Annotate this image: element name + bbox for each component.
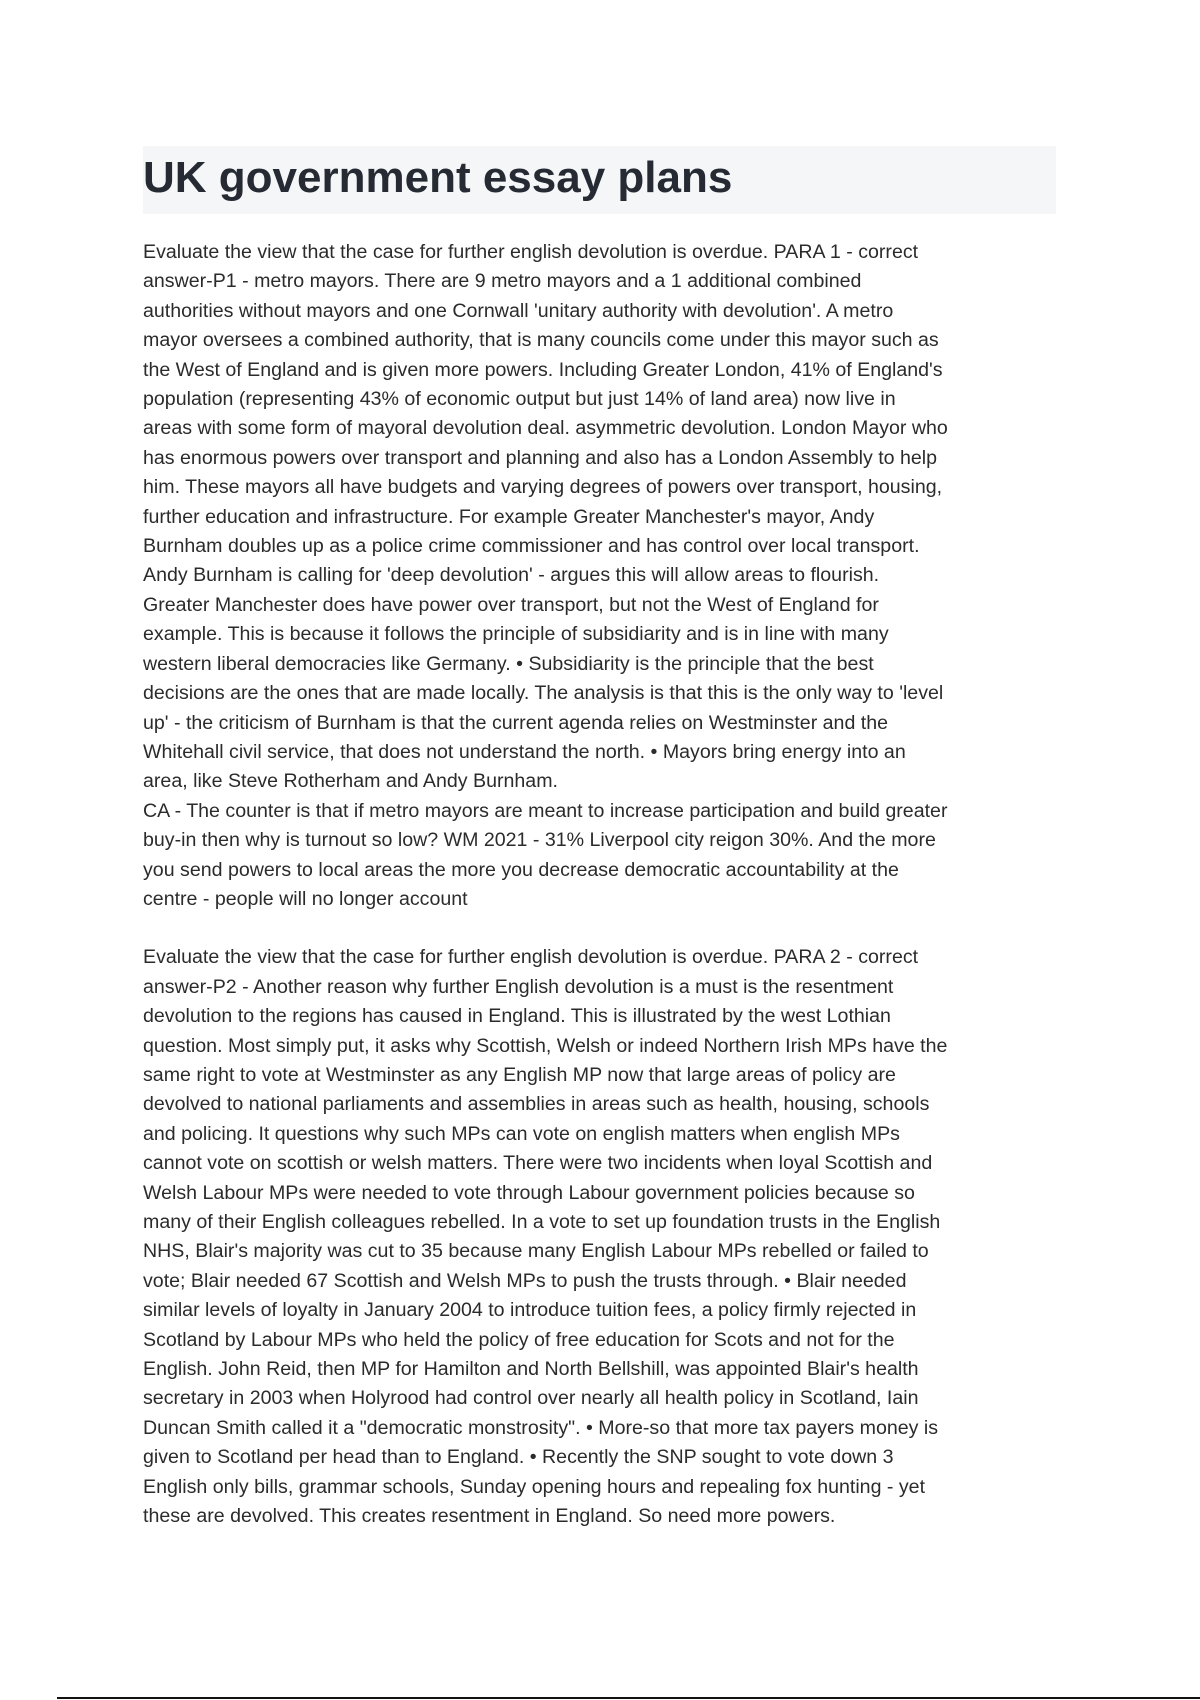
- text-line: CA - The counter is that if metro mayors are meant to increase participation and build greater: [143, 799, 948, 822]
- text-line: these are devolved. This creates resentment in England. So need more powers.: [143, 1505, 836, 1528]
- text-line: him. These mayors all have budgets and varying degrees of powers over transport, housing,: [143, 476, 943, 499]
- text-line: Evaluate the view that the case for further english devolution is overdue. PARA 2 - correct: [143, 946, 919, 969]
- text-line: Andy Burnham is calling for 'deep devolution' - argues this will allow areas to flourish.: [143, 564, 880, 587]
- text-line: you send powers to local areas the more you decrease democratic accountability at the: [143, 858, 899, 881]
- text-line: same right to vote at Westminster as any English MP now that large areas of policy are: [143, 1063, 896, 1086]
- text-line: further education and infrastructure. For example Greater Manchester's mayor, Andy: [143, 505, 875, 528]
- text-line: the West of England and is given more powers. Including Greater London, 41% of England's: [143, 358, 943, 381]
- text-line: answer-P1 - metro mayors. There are 9 metro mayors and a 1 additional combined: [143, 270, 862, 293]
- text-line: question. Most simply put, it asks why Scottish, Welsh or indeed Northern Irish MPs have the: [143, 1034, 948, 1057]
- text-line: many of their English colleagues rebelled. In a vote to set up foundation trusts in the English: [143, 1211, 941, 1233]
- paragraph-gap: [143, 914, 1063, 943]
- text-line: centre - people will no longer account: [143, 887, 468, 910]
- text-line: Scotland by Labour MPs who held the policy of free education for Scots and not for the: [143, 1328, 895, 1351]
- footer-rule: [57, 1697, 1200, 1699]
- text-line: Welsh Labour MPs were needed to vote through Labour government policies because so: [143, 1181, 915, 1204]
- text-line: devolved to national parliaments and assemblies in areas such as health, housing, schools: [143, 1093, 930, 1116]
- text-line: devolution to the regions has caused in England. This is illustrated by the west Lothian: [143, 1005, 891, 1028]
- text-line: areas with some form of mayoral devolution deal. asymmetric devolution. London Mayor who: [143, 417, 948, 440]
- text-line: Greater Manchester does have power over transport, but not the West of England for: [143, 593, 879, 616]
- text-line: Burnham doubles up as a police crime commissioner and has control over local transport.: [143, 535, 920, 558]
- text-line: secretary in 2003 when Holyrood had control over nearly all health policy in Scotland, Iain: [143, 1387, 919, 1410]
- text-line: buy-in then why is turnout so low? WM 2021 - 31% Liverpool city reigon 30%. And the more: [143, 829, 936, 852]
- text-line: authorities without mayors and one Cornwall 'unitary authority with devolution'. A metro: [143, 299, 894, 322]
- text-line: similar levels of loyalty in January 2004 to introduce tuition fees, a policy firmly rejected in: [143, 1299, 917, 1322]
- text-line: cannot vote on scottish or welsh matters. There were two incidents when loyal Scottish and: [143, 1152, 933, 1175]
- text-line: population (representing 43% of economic output but just 14% of land area) now live in: [143, 388, 896, 411]
- text-line: Duncan Smith called it a "democratic monstrosity". • More-so that more tax payers money is: [143, 1416, 939, 1439]
- text-line: English. John Reid, then MP for Hamilton and North Bellshill, was appointed Blair's health: [143, 1358, 919, 1381]
- text-line: has enormous powers over transport and planning and also has a London Assembly to help: [143, 446, 938, 469]
- text-line: area, like Steve Rotherham and Andy Burnham.: [143, 770, 558, 793]
- text-line: Evaluate the view that the case for further english devolution is overdue. PARA 1 - correct: [143, 241, 919, 263]
- text-line: western liberal democracies like Germany. • Subsidiarity is the principle that the best: [143, 652, 874, 675]
- text-line: NHS, Blair's majority was cut to 35 because many English Labour MPs rebelled or failed to: [143, 1240, 929, 1263]
- text-line: up' - the criticism of Burnham is that the current agenda relies on Westminster and the: [143, 711, 889, 734]
- text-line: answer-P2 - Another reason why further English devolution is a must is the resentment: [143, 975, 894, 998]
- text-line: vote; Blair needed 67 Scottish and Welsh MPs to push the trusts through. • Blair needed: [143, 1269, 907, 1292]
- text-line: Whitehall civil service, that does not understand the north. • Mayors bring energy into an: [143, 740, 906, 763]
- paragraph-para-1: [143, 238, 1063, 914]
- text-line: and policing. It questions why such MPs can vote on english matters when english MPs: [143, 1122, 900, 1145]
- text-line: English only bills, grammar schools, Sunday opening hours and repealing fox hunting - yet: [143, 1475, 926, 1498]
- title-bar: [143, 146, 1056, 214]
- text-line: decisions are the ones that are made locally. The analysis is that this is the only way to 'level: [143, 682, 944, 705]
- text-line: example. This is because it follows the principle of subsidiarity and is in line with many: [143, 623, 889, 646]
- document-title: UK government essay plans: [143, 153, 733, 202]
- text-line: given to Scotland per head than to England. • Recently the SNP sought to vote down 3: [143, 1446, 894, 1469]
- document-body: [143, 238, 1063, 1531]
- paragraph-para-2: [143, 943, 1063, 1531]
- text-line: mayor oversees a combined authority, that is many councils come under this mayor such as: [143, 329, 939, 352]
